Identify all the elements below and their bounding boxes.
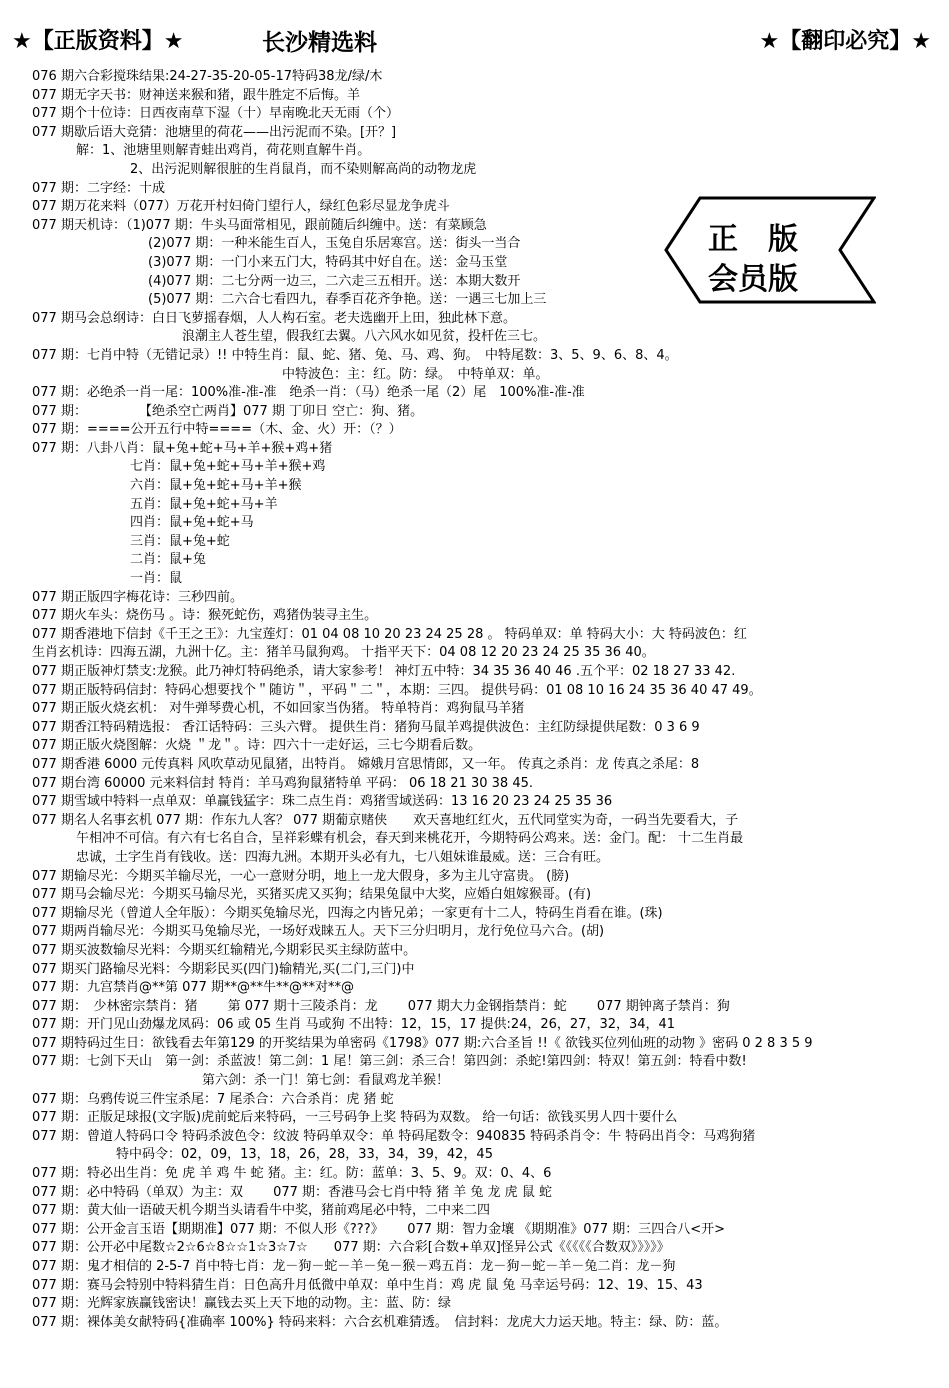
badge-line-1: 正 版 (708, 222, 798, 257)
text-line: 077 期正版火烧图解：火烧 ＂龙＂。诗：四六十一走好运，三七今期看后数。 (32, 738, 482, 754)
text-line: 077 期：开门见山劲爆龙凤码：06 或 05 生肖 马或狗 不出特：12，15，17 提供:24，26，27，32，34，41 (32, 1017, 676, 1033)
text-line: 午相冲不可信。有六有七名自合，呈祥彩蝶有机会，春天到来桃花开，今期特码公鸡来。送：金门。配： 十二生肖最 (76, 831, 744, 847)
text-line: 077 期歇后语大竞猜：池塘里的荷花——出污泥而不染。[开？] (32, 124, 397, 140)
text-line: (2)077 期：一种米能生百人，玉兔自乐居寒宫。送：街头一当合 (148, 236, 521, 252)
text-line: 077 期：乌鸦传说三件宝杀尾：7 尾杀合：六合杀肖：虎 猪 蛇 (32, 1091, 394, 1107)
text-line: 三肖：鼠+兔+蛇 (130, 533, 230, 549)
text-line: 077 期正版四字梅花诗：三秒四前。 (32, 589, 243, 605)
text-line: 077 期：必绝杀一肖一尾：100%准-准-准 绝杀一肖：（马）绝杀一尾（2）尾 100%准-准-准 (32, 385, 585, 401)
text-line: 077 期：====公开五行中特====（木、金、火）开：（？） (32, 422, 402, 438)
text-line: 解：1、池塘里则解青蛙出鸡肖，荷花则直解牛肖。 (76, 143, 371, 159)
text-line: 077 期万花来料（077）万花开村妇倚门望行人，绿红色彩尽显龙争虎斗 (32, 199, 450, 215)
page-title: 长沙精选料 (262, 30, 377, 56)
text-line: 077 期名人名事玄机 077 期：作东九人客？ 077 期葡京赌侠 欢天喜地红红火，五代同堂实为奇，一码当先要看大，子 (32, 812, 739, 828)
text-line: 077 期：裸体美女献特码{准确率 100%} 特码来料：六合玄机难猜透。 信封料：龙虎大力运天地。特主：绿、防：蓝。 (32, 1314, 728, 1330)
text-line: 077 期正版火烧玄机： 对牛弹琴费心机，不如回家当伪猪。 特单特肖：鸡狗鼠马羊猪 (32, 701, 525, 717)
text-line: 六肖：鼠+兔+蛇+马+羊+猴 (130, 478, 302, 494)
text-line: 077 期买门路输尽光料：今期彩民买(四门)输精光,买(二门,三门)中 (32, 961, 415, 977)
text-line: 中特波色：主：红。防：绿。 中特单双：单。 (282, 366, 549, 382)
text-line: 077 期香江特码精选报： 香江话特码：三头六臂。 提供生肖：猪狗马鼠羊鸡提供波色：主红防绿提供尾数：0 3 6 9 (32, 719, 700, 735)
text-line: 二肖：鼠+兔 (130, 552, 206, 568)
text-line: 077 期火车头：烧伤马 。诗：猴死蛇伤，鸡猪伪装寻主生。 (32, 608, 378, 624)
text-line: 077 期：公开金言玉语【期期准】077 期：不似人形《???》 077 期：智力金壤 《期期准》077 期：三四合八<开> (32, 1221, 726, 1237)
text-line: 077 期：鬼才相信的 2-5-7 肖中特七肖：龙－狗－蛇－羊－兔－猴－鸡五肖：龙－狗－蛇－羊－兔二肖：龙－狗 (32, 1259, 676, 1274)
text-line: (5)077 期：二六合七看四九，春季百花齐争艳。送：一遇三七加上三 (148, 292, 547, 308)
text-line: 077 期两肖输尽光：今期买马兔输尽光，一场好戏睐五人。天下三分归明月，龙行免位马六合。(胡) (32, 924, 605, 940)
text-line: 077 期： 【绝杀空亡两肖】077 期 丁卯日 空亡：狗、猪。 (32, 403, 424, 419)
article-body (32, 68, 932, 1332)
text-line: 077 期：特必出生肖：免 虎 羊 鸡 牛 蛇 猪。主：红。防：蓝单：3、5、9。双：0、4、6 (32, 1166, 552, 1182)
text-line: 077 期： 少林密宗禁肖：猪 第 077 期十三陵杀肖：龙 077 期大力金钢指禁肖：蛇 077 期钟离子禁肖：狗 (32, 998, 730, 1014)
text-line: 077 期：曾道人特码口令 特码杀波色令：纹波 特码单双令：单 特码尾数令：940835 特码杀肖令：牛 特码出肖令：马鸡狗猪 (32, 1128, 756, 1144)
text-line: 077 期：八卦八肖：鼠+兔+蛇+马+羊+猴+鸡+猪 (32, 440, 333, 456)
text-line: (4)077 期：二七分两一边三，二六走三五相开。送：本期大数开 (148, 273, 521, 289)
text-line: 浪潮主人苍生望，假我红去翼。八六风水如见贫，投杆佐三七。 (182, 329, 547, 345)
text-line: 077 期无字天书：财神送来猴和猪，跟牛胜定不后悔。羊 (32, 87, 360, 103)
text-line: 077 期香港地下信封《千王之王》：九宝莲灯：01 04 08 10 20 23 24 25 28 。 特码单双：单 特码大小：大 特码波色：红 (32, 626, 747, 642)
header-left-label: ★【正版资料】★ (12, 29, 184, 54)
header-right-label: ★【翻印必究】★ (759, 29, 931, 54)
text-line: 077 期：七肖中特（无错记录）!! 中特生肖：鼠、蛇、猪、兔、马、鸡、狗。 中特尾数：3、5、9、6、8、4。 (32, 347, 678, 363)
text-line: 077 期马会输尽光：今期买马输尽光，买猪买虎又买狗；结果兔鼠中大奖，应婚白姐嫁猴哥。(有) (32, 887, 592, 903)
text-line: 077 期马会总纲诗：白日飞萝摇春烟，人人构石室。老夫选幽开上田，独此林下意。 (32, 310, 516, 326)
text-line: 077 期正版特码信封：特码心想要找个＂随访＂，平码＂二＂，本期：三四。 提供号码：01 08 10 16 24 35 36 40 47 49。 (32, 682, 762, 698)
text-line: 077 期输尽光（曾道人全年版）：今期买兔输尽光，四海之内皆兄弟；一家更有十二人，特码生肖看在谁。(珠) (32, 905, 663, 921)
text-line: 077 期台湾 60000 元来料信封 特肖：羊马鸡狗鼠猪特单 平码： 06 18 21 30 38 45. (32, 775, 534, 791)
text-line: 077 期：公开必中尾数☆2☆6☆8☆☆1☆3☆7☆ 077 期：六合彩[合数+单双]怪异公式《《《《《合数双》》》》》 (32, 1240, 670, 1256)
text-line: 077 期：必中特码（单双）为主：双 077 期：香港马会七肖中特 猪 羊 兔 龙 虎 鼠 蛇 (32, 1184, 552, 1200)
text-line: 077 期：正版足球报(文字版)虎前蛇后来特码，一三号码争上奖 特码为双数。 给一句话：欲钱买男人四十要什么 (32, 1110, 678, 1126)
text-line: 077 期特码过生日：欲钱看去年第129 的开奖结果为单密码《1798》077 期:六合圣旨 !!《 欲钱买位列仙班的动物 》密码 0 2 8 3 5 9 (32, 1035, 813, 1051)
text-line: 077 期雪域中特料一点单双：单赢钱猛字：珠二点生肖：鸡猪雪域送码：13 16 20 23 24 25 35 36 (32, 794, 613, 810)
text-line: 077 期香港 6000 元传真料 风吹草动见鼠猪，出特肖。 嫦娥月宫思情郎，又一年。 传真之杀肖：龙 传真之杀尾：8 (32, 756, 700, 772)
text-line: 077 期：九宫禁肖@**第 077 期**@**牛**@**对**@ (32, 980, 355, 996)
text-line: 七肖：鼠+兔+蛇+马+羊+猴+鸡 (130, 459, 326, 475)
text-line: 077 期：二字经：十成 (32, 180, 165, 196)
text-line: 特中码令：02，09，13，18，26，28，33，34，39，42，45 (116, 1147, 493, 1163)
text-line: 076 期六合彩搅珠结果:24-27-35-20-05-17特码38龙/绿/木 (32, 69, 383, 84)
text-line: 一肖：鼠 (130, 571, 183, 587)
text-line: 077 期：赛马会特别中特料猜生肖：日色高升月低微中单双：单中生肖：鸡 虎 鼠 兔 马幸运号码：12、19、15、43 (32, 1277, 703, 1293)
text-line: 忠诚，土字生肖有钱收。送：四海九洲。本期开头必有九，七八姐妹谁最威。送：三合有旺。 (76, 849, 610, 865)
text-line: 第六剑：杀一门！第七剑：看鼠鸡龙羊猴！ (202, 1073, 450, 1089)
text-line: 五肖：鼠+兔+蛇+马+羊 (130, 496, 278, 512)
text-line: 077 期正版神灯禁支:龙猴。此乃神灯特码绝杀，请大家参考！ 神灯五中特：34 35 36 40 46 .五个平：02 18 27 33 42. (32, 664, 736, 679)
text-line: 077 期天机诗：（1)077 期：牛头马面常相见，跟前随后纠缠中。送：有菜顾急 (32, 217, 487, 233)
text-line: 077 期输尽光：今期买羊输尽光，一心一意财分明，地上一龙大假身，多为主儿守富贵。 (膀) (32, 868, 570, 884)
text-line: 2、出污泥则解很脏的生肖鼠肖，而不染则解高尚的动物龙虎 (130, 161, 477, 177)
text-line: 生肖玄机诗：四海五湖，九洲十亿。主：猪羊马鼠狗鸡。 十指平天下：04 08 12 20 23 24 25 35 36 40。 (32, 645, 655, 661)
text-line: 077 期：七剑下天山 第一剑：杀蓝波！第二剑：1 尾！第三剑：杀三合！第四剑：杀蛇!第四剑：特双！第五剑：特看中数! (32, 1054, 747, 1070)
text-line: 077 期：光辉家族赢钱密诀！赢钱去买上天下地的动物。主：蓝、防：绿 (32, 1296, 451, 1312)
text-line: 077 期：黄大仙一语破天机今期当头请看牛中奖，猪前鸡尾必中特，二中来二四 (32, 1203, 490, 1219)
badge-line-2: 会员版 (708, 262, 798, 297)
text-line: (3)077 期：一门小来五门大，特码其中好自在。送：金马玉堂 (148, 254, 508, 270)
page-header (0, 0, 949, 66)
text-line: 四肖：鼠+兔+蛇+马 (130, 515, 254, 531)
text-line: 077 期个十位诗：日西夜南草下湿（十）早南晚北天无雨（个） (32, 106, 399, 122)
text-line: 077 期买波数输尽光料：今期买红输精光,今期彩民买主绿防蓝中。 (32, 942, 417, 958)
